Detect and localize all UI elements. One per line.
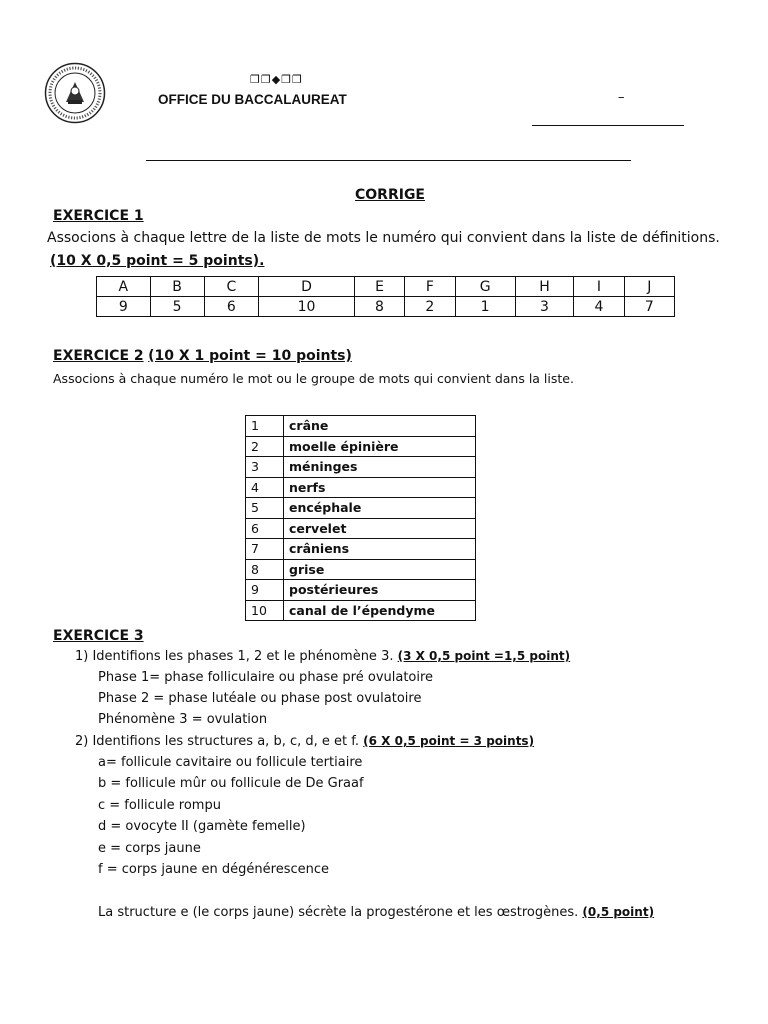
letters-row	[97, 277, 675, 297]
letter-cell: C	[204, 277, 259, 297]
answer-line: Phase 1= phase folliculaire ou phase pré ovulatoire	[98, 670, 434, 685]
question-1	[75, 649, 570, 664]
exercise-2-title: EXERCICE 2	[53, 348, 144, 364]
table-row	[246, 436, 476, 457]
letter-cell: I	[574, 277, 624, 297]
row-number: 8	[246, 559, 284, 580]
answer-line: c = follicule rompu	[98, 798, 221, 813]
row-word: crâne	[284, 416, 476, 437]
letter-cell: A	[97, 277, 151, 297]
exercise-2-instruction: Associons à chaque numéro le mot ou le groupe de mots qui convient dans la liste.	[53, 371, 574, 386]
table-row	[246, 477, 476, 498]
row-number: 7	[246, 539, 284, 560]
row-word: canal de l’épendyme	[284, 600, 476, 621]
number-cell: 6	[204, 297, 259, 317]
question-2-text: 2) Identifions les structures a, b, c, d, e et f.	[75, 734, 360, 749]
letter-cell: J	[624, 277, 674, 297]
table-row	[246, 539, 476, 560]
letter-cell: G	[455, 277, 515, 297]
letter-cell: D	[259, 277, 355, 297]
question-1-points: (3 X 0,5 point =1,5 point)	[397, 649, 571, 663]
row-number: 5	[246, 498, 284, 519]
number-cell: 7	[624, 297, 674, 317]
row-word: postérieures	[284, 580, 476, 601]
row-number: 10	[246, 600, 284, 621]
question-1-text: 1) Identifions les phases 1, 2 et le phénomène 3.	[75, 649, 394, 664]
final-statement-points: (0,5 point)	[582, 905, 655, 919]
letter-cell: H	[515, 277, 574, 297]
numbers-row	[97, 297, 675, 317]
exercise-1-points: (10 X 0,5 point = 5 points).	[50, 253, 265, 269]
answer-line: Phénomène 3 = ovulation	[98, 712, 268, 727]
number-cell: 5	[150, 297, 204, 317]
answer-line: Phase 2 = phase lutéale ou phase post ovulatoire	[98, 691, 422, 706]
header-dash: –	[618, 90, 625, 105]
exercise-3-title: EXERCICE 3	[53, 628, 144, 644]
row-number: 2	[246, 436, 284, 457]
letter-cell: E	[354, 277, 404, 297]
row-word: encéphale	[284, 498, 476, 519]
answer-line: a= follicule cavitaire ou follicule tertiaire	[98, 755, 363, 770]
exercise-2-points: (10 X 1 point = 10 points)	[148, 348, 352, 364]
table-row	[246, 416, 476, 437]
row-word: cervelet	[284, 518, 476, 539]
number-cell: 3	[515, 297, 574, 317]
number-cell: 8	[354, 297, 404, 317]
row-number: 3	[246, 457, 284, 478]
table-row	[246, 457, 476, 478]
exercise-2-table	[245, 415, 476, 621]
row-word: méninges	[284, 457, 476, 478]
page-title: CORRIGE	[355, 187, 425, 203]
answer-line: d = ovocyte II (gamète femelle)	[98, 819, 306, 834]
exercise-1-table	[96, 276, 675, 317]
table-row	[246, 498, 476, 519]
row-word: moelle épinière	[284, 436, 476, 457]
table-row	[246, 518, 476, 539]
row-number: 1	[246, 416, 284, 437]
number-cell: 2	[405, 297, 455, 317]
table-row	[246, 580, 476, 601]
row-word: crâniens	[284, 539, 476, 560]
letter-cell: F	[405, 277, 455, 297]
row-word: grise	[284, 559, 476, 580]
exercise-1-instruction: Associons à chaque lettre de la liste de mots le numéro qui convient dans la liste de définitions.	[47, 230, 720, 246]
header-rule	[146, 160, 631, 161]
question-2-points: (6 X 0,5 point = 3 points)	[363, 734, 535, 748]
number-cell: 4	[574, 297, 624, 317]
letter-cell: B	[150, 277, 204, 297]
header-symbols: ❐❐◆❐❐	[250, 73, 303, 86]
final-statement	[98, 905, 654, 920]
signature-line	[532, 125, 684, 126]
row-number: 6	[246, 518, 284, 539]
number-cell: 1	[455, 297, 515, 317]
answer-line: b = follicule mûr ou follicule de De Graaf	[98, 776, 364, 791]
row-number: 9	[246, 580, 284, 601]
final-statement-text: La structure e (le corps jaune) sécrète la progestérone et les œstrogènes.	[98, 905, 579, 920]
office-seal-logo	[44, 62, 106, 124]
answer-line: e = corps jaune	[98, 841, 201, 856]
table-row	[246, 600, 476, 621]
answer-line: f = corps jaune en dégénérescence	[98, 862, 329, 877]
question-2	[75, 734, 534, 749]
number-cell: 9	[97, 297, 151, 317]
office-name: OFFICE DU BACCALAUREAT	[158, 92, 347, 107]
exercise-1-title: EXERCICE 1	[53, 208, 144, 224]
row-number: 4	[246, 477, 284, 498]
table-row	[246, 559, 476, 580]
number-cell: 10	[259, 297, 355, 317]
exercise-2-heading	[53, 348, 352, 364]
row-word: nerfs	[284, 477, 476, 498]
